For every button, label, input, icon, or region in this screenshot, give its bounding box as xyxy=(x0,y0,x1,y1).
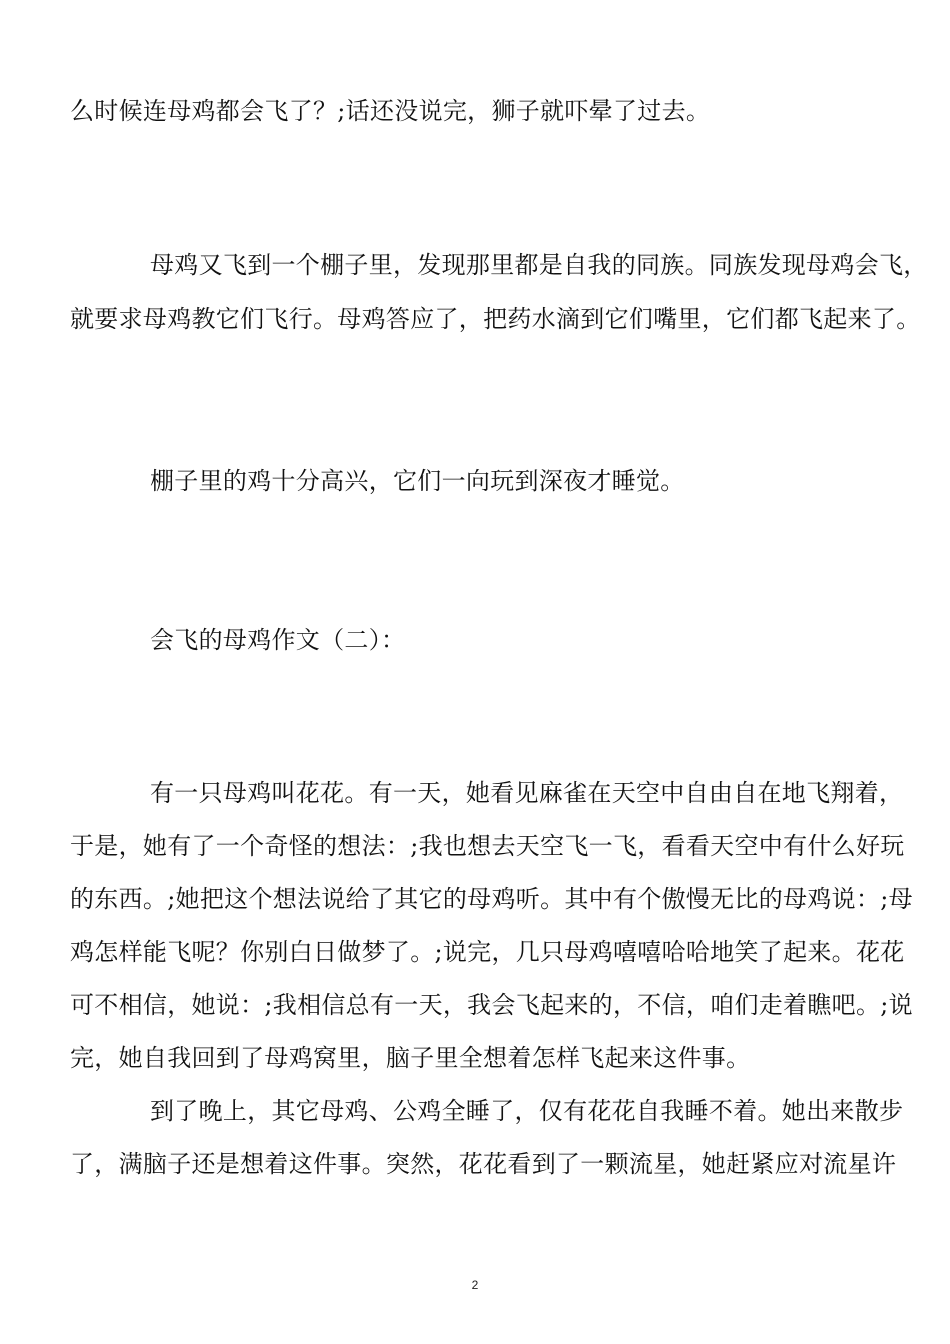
text-line: 鸡怎样能飞呢？你别白日做梦了。;说完，几只母鸡嘻嘻哈哈地笑了起来。花花 xyxy=(70,938,905,966)
text-line: 于是，她有了一个奇怪的想法：;我也想去天空飞一飞，看看天空中有什么好玩 xyxy=(70,832,905,860)
text-line: 可不相信，她说：;我相信总有一天，我会飞起来的，不信，咱们走着瞧吧。;说 xyxy=(70,991,913,1019)
text-line: 到了晚上，其它母鸡、公鸡全睡了，仅有花花自我睡不着。她出来散步 xyxy=(150,1097,904,1125)
section-heading: 会飞的母鸡作文（二）： xyxy=(150,626,406,654)
text-line: 就要求母鸡教它们飞行。母鸡答应了，把药水滴到它们嘴里，它们都飞起来了。 xyxy=(70,305,921,333)
text-line: 了，满脑子还是想着这件事。突然，花花看到了一颗流星，她赶紧应对流星许 xyxy=(70,1150,897,1178)
text-line: 棚子里的鸡十分高兴，它们一向玩到深夜才睡觉。 xyxy=(150,467,685,495)
text-line: 有一只母鸡叫花花。有一天，她看见麻雀在天空中自由自在地飞翔着， xyxy=(150,779,904,807)
text-line: 么时候连母鸡都会飞了？;话还没说完，狮子就吓晕了过去。 xyxy=(70,97,711,125)
text-line: 的东西。;她把这个想法说给了其它的母鸡听。其中有个傲慢无比的母鸡说：;母 xyxy=(70,885,913,913)
page-number: 2 xyxy=(471,1278,479,1292)
text-line: 母鸡又飞到一个棚子里，发现那里都是自我的同族。同族发现母鸡会飞， xyxy=(150,251,928,279)
text-line: 完，她自我回到了母鸡窝里，脑子里全想着怎样飞起来这件事。 xyxy=(70,1044,751,1072)
